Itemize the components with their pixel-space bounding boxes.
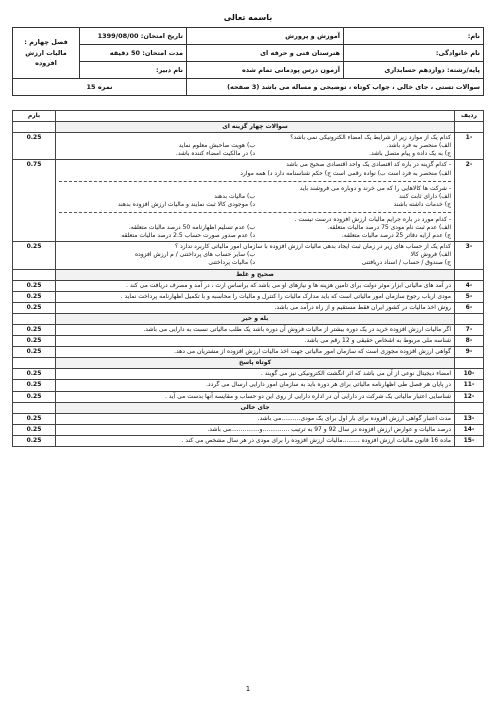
grade-label: پایه/رشته: دوازدهم حسابداری	[344, 62, 484, 79]
section-num-empty	[455, 402, 484, 413]
question-text: شناسه ملی مربوط به اشخاص حقیقی و 12 رقم می باشد.	[56, 336, 455, 347]
question-text: ماده 16 قانون مالیات ارزش افزوده .........مالیات ارزش افزوده را برای مودی در هر سال مشخص می کند .	[56, 435, 455, 446]
question-row	[13, 413, 484, 424]
question-row	[13, 280, 484, 291]
question-score: 0.25	[13, 380, 56, 391]
question-number: 13-	[455, 413, 484, 424]
questions-table	[12, 110, 484, 447]
section-num-empty	[455, 269, 484, 280]
section-mc: سوالات چهار گزینه ای	[56, 122, 455, 133]
question-row	[13, 302, 484, 313]
question-score: 0.25	[13, 324, 56, 335]
bismillah: باسمه تعالی	[223, 13, 273, 22]
question-number: 10-	[455, 369, 484, 380]
question-score: 0.75	[13, 160, 56, 242]
question-text: - شرکت ها کالاهایی را که می خرند و دوباره می فروشند باید	[299, 184, 451, 192]
question-text: - کدام مورد در باره جرایم مالیات ارزش افزوده درست نیست .	[294, 215, 451, 223]
question-score: 0.25	[13, 133, 56, 160]
section-score-empty	[13, 402, 56, 413]
question-body	[56, 242, 455, 269]
question-body	[56, 133, 455, 160]
option-a: الف) عدم ثبت نام مودی 75 درصد مالیات متعلقه.	[327, 224, 451, 232]
question-score: 0.25	[13, 291, 56, 302]
option-b: ب) عدم تسلیم اظهارنامه 50 درصد مالیات متعلقه.	[128, 224, 255, 232]
section-score-empty	[13, 358, 56, 369]
question-score: 0.25	[13, 242, 56, 269]
question-row	[13, 160, 484, 242]
question-number: 2-	[455, 160, 484, 242]
question-score: 0.25	[13, 391, 56, 402]
question-row	[13, 347, 484, 358]
question-number: 12-	[455, 391, 484, 402]
option-c: ج) خدمات داشته باشند	[393, 200, 451, 208]
option-b: ب) هویت صاحبش معلوم نماید	[178, 142, 255, 150]
question-row	[13, 380, 484, 391]
question-text: کدام یک از حساب های زیر در زمان ثبت ایجاد بدهی مالیات ارزش افزوده با سازمان امور مالیاتی کاربرد ندارد ؟	[175, 243, 451, 251]
section-score-empty	[13, 122, 56, 133]
question-row	[13, 424, 484, 435]
section-score-empty	[13, 269, 56, 280]
question-score: 0.25	[13, 435, 56, 446]
question-text: در آمد های مالیاتی ابزار موثر دولت برای تامین هزینه ها و نیازهای او می باشد که براساس ارث ، در آمد و مصرف دریافت می کند .	[56, 280, 455, 291]
option-c: ج) به یک داده و پیام متصل باشد.	[369, 150, 451, 158]
section-yn: بله و خیر	[56, 313, 455, 324]
question-number: 3-	[455, 242, 484, 269]
question-text: امضاء دیجیتال نوعی از آن می باشد که اثر انگشت الکترونیکی نیز می گویند .	[56, 369, 455, 380]
question-score: 0.25	[13, 336, 56, 347]
question-number: 1-	[455, 133, 484, 160]
question-number: 5-	[455, 291, 484, 302]
section-blank: جای خالی	[56, 402, 455, 413]
question-score: 0.25	[13, 413, 56, 424]
chapter-cell: فصل چهارم : مالیات ارزش افزوده	[13, 28, 80, 79]
question-text: اگر مالیات ارزش افزوده خرید در یک دوره بیشتر از مالیات فروش آن دوره باشد یک طلب مالیاتی نسبت به دارایی می باشد.	[56, 324, 455, 335]
org-label: آموزش و پرورش	[187, 28, 344, 45]
question-text: درصد مالیات و عوارض ارزش افزوده در سال 92 و 97 به ترتیب ..............و...............می باشد.	[56, 424, 455, 435]
option-d: د) موجودی کالا ثبت نمایند و مالیات ارزش افزوده بدهند	[117, 200, 255, 208]
question-text: - کدام گزینه در باره کد اقتصادی یک واحد اقتصادی صحیح می باشد	[286, 161, 451, 169]
col-blank-header	[56, 111, 455, 122]
section-short: کوتاه پاسخ	[56, 358, 455, 369]
question-row	[13, 242, 484, 269]
exam-header	[12, 27, 484, 96]
question-number: 9-	[455, 347, 484, 358]
question-text: در پایان هر فصل طی اظهارنامه مالیاتی برای هر دوره باید به سازمان امور دارایی ارسال می گردد.	[56, 380, 455, 391]
option-a: الف) دارای ثابت کنند	[398, 192, 451, 200]
question-score: 0.25	[13, 369, 56, 380]
section-num-empty	[455, 122, 484, 133]
option-d: د) عدم صدور صورت حساب 2.5 درصد مالیات متعلقه	[121, 232, 255, 240]
col-radif-header: ردیف	[455, 111, 484, 122]
option-a: الف) فروش کالا	[410, 251, 451, 259]
exam-subtitle: سوالات تستی ، جای خالی ، جواب کوتاه ، توضیحی و مساله می باشد (3 صفحه)	[187, 79, 484, 96]
question-score: 0.25	[13, 347, 56, 358]
family-label: نام خانوادگی:	[344, 45, 484, 62]
question-text: گواهی ارزش افزوده مجوزی است که سازمان امور مالیاتی جهت اخذ مالیات ارزش افزوده از مشتریان می دهد.	[56, 347, 455, 358]
question-number: 15-	[455, 435, 484, 446]
question-score: 0.25	[13, 424, 56, 435]
question-row	[13, 324, 484, 335]
option-c: ج) عدم ارایه دفاتر 25 درصد مالیات متعلقه.	[341, 232, 451, 240]
question-number: 14-	[455, 424, 484, 435]
question-text: مودی ارباب رجوع سازمان امور مالیاتی است که باید مدارک مالیات را کنترل و مالیات را محاسبه و با تکمیل اظهارنامه پرداخت نماید .	[56, 291, 455, 302]
option-b: ب) مالیات بدهند	[214, 192, 255, 200]
page-number: 1	[245, 685, 251, 693]
date-label: تاریخ امتحان: 1399/08/00	[80, 28, 187, 45]
question-number: 8-	[455, 336, 484, 347]
question-text: کدام یک از موارد زیر از شرایط یک امضاء الکترونیکی نمی باشد؟	[290, 134, 451, 142]
question-number: 11-	[455, 380, 484, 391]
option-c: ج) صندوق / حساب / اسناد دریافتنی	[361, 259, 451, 267]
option-d: د) مالیات پرداختنی	[208, 259, 255, 267]
name-label: نام:	[344, 28, 484, 45]
question-row	[13, 133, 484, 160]
option-d: د) در مالکیت امضاء کننده باشد.	[175, 150, 255, 158]
question-score: 0.25	[13, 302, 56, 313]
section-num-empty	[455, 358, 484, 369]
total-score: 15 نمره	[13, 79, 187, 96]
teacher-label: نام دبیر:	[80, 62, 187, 79]
question-text: شناسایی اعتبار مالیاتی یک شرکت در دارایی آن در اداره دارایی از روی این دو حساب و مقایسه آنها بدست می آید .	[56, 391, 455, 402]
col-score-header: بارم	[13, 111, 56, 122]
option-line: الف) منحصر به فرد است ب) نواده رقمی است ج) حکم شناسنامه دارد د) همه موارد	[240, 169, 451, 177]
option-b: ب) سایر حساب های پرداختنی / م ارزش افزوده	[134, 251, 255, 259]
divider	[59, 181, 451, 182]
question-body	[56, 160, 455, 242]
section-score-empty	[13, 313, 56, 324]
question-row	[13, 391, 484, 402]
question-number: 7-	[455, 324, 484, 335]
question-number: 4-	[455, 280, 484, 291]
question-text: مدت اعتبار گواهی ارزش افزوده برای بار اول برای یک مودی..........می باشد.	[56, 413, 455, 424]
question-row	[13, 291, 484, 302]
exam-title: آزمون درس پودمانی تمام شده	[187, 62, 344, 79]
school-label: هنرستان فنی و حرفه ای	[187, 45, 344, 62]
question-row	[13, 435, 484, 446]
option-a: الف) منحصر به فرد باشد.	[386, 142, 451, 150]
question-row	[13, 336, 484, 347]
divider	[59, 212, 451, 213]
section-tf: صحیح و غلط	[56, 269, 455, 280]
question-text: روش اخذ مالیات در کشور ایران فقط مستقیم و از راه درآمد می باشد.	[56, 302, 455, 313]
question-number: 6-	[455, 302, 484, 313]
question-score: 0.25	[13, 280, 56, 291]
duration-label: مدت امتحان: 50 دقیقه	[80, 45, 187, 62]
section-num-empty	[455, 313, 484, 324]
question-row	[13, 369, 484, 380]
